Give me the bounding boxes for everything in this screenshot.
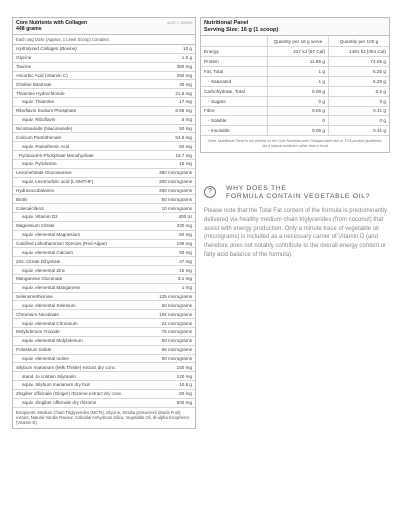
- ingredient-row: [13, 328, 195, 337]
- ingredient-name: Molybdenum Trioxide: [16, 329, 60, 335]
- ingredient-row: [13, 213, 195, 222]
- nutrient-name: - Soluble: [201, 116, 268, 126]
- ingredient-name: equiv. elemental Zinc: [22, 267, 66, 273]
- ingredient-amount: 5 mg: [181, 117, 192, 123]
- nutrient-per-100g: 74.06 g: [329, 57, 390, 67]
- serving-size: Serving Size: 16 g (1 scoop): [204, 26, 279, 33]
- nutrient-per-100g: 0 g: [329, 96, 390, 106]
- ingredient-name: stand. to contain Silymarin: [22, 373, 76, 379]
- ingredient-name: Calcified Lithothamnion Species (Red Algae): [16, 240, 107, 246]
- faq-question-line1: WHY DOES THE: [226, 185, 287, 192]
- ingredient-amount: 15.7 mg: [175, 152, 192, 158]
- ingredient-name: Hydroxocobalamin: [16, 187, 55, 193]
- ingredient-row: [13, 107, 195, 116]
- ingredient-amount: 30 mg: [179, 81, 192, 87]
- nutrition-row: [201, 76, 389, 86]
- ingredient-amount: 50 micrograms: [161, 338, 192, 344]
- nutrition-panel-title: Nutritional Panel: [204, 20, 249, 26]
- ingredient-row: [13, 240, 195, 249]
- ingredient-amount: 194 micrograms: [159, 311, 192, 317]
- ingredient-amount: 125 micrograms: [159, 294, 192, 300]
- ingredient-row: [13, 310, 195, 319]
- ingredient-row: [13, 98, 195, 107]
- ingredient-name: Magnesium Citrate: [16, 223, 55, 229]
- ingredient-amount: 54.6 mg: [175, 134, 192, 140]
- nutrition-panel-header: [201, 18, 389, 36]
- nutrient-per-100g: 1481 kJ (354 Cal): [329, 47, 390, 57]
- ingredient-amount: 360 micrograms: [159, 170, 192, 176]
- ingredient-amount: 17 mg: [179, 99, 192, 105]
- ingredient-name: Riboflavin Sodium Phosphate: [16, 108, 77, 114]
- question-circle-icon: ?: [204, 186, 216, 198]
- ingredient-name: equiv. elemental Chromium: [22, 320, 78, 326]
- ingredient-row: [13, 346, 195, 355]
- nutrition-row: [201, 66, 389, 76]
- ingredient-amount: 350 mg: [176, 64, 192, 70]
- nutrient-per-serve: 0.05 g: [268, 106, 329, 116]
- ingredient-amount: 8.1 mg: [177, 276, 192, 282]
- ingredient-row: [13, 116, 195, 125]
- ingredient-amount: 66 micrograms: [161, 347, 192, 353]
- nutrient-per-100g: 6.25 g: [329, 66, 390, 76]
- ingredient-amount: 1 mg: [181, 285, 192, 291]
- nutrition-table-header: [201, 36, 389, 47]
- ingredient-row: [13, 319, 195, 328]
- ingredient-row: [13, 151, 195, 160]
- ingredient-amount: 1.5 g: [181, 55, 192, 61]
- ingredient-name: equiv. elemental Iodine: [22, 355, 69, 361]
- nutrition-row: [201, 96, 389, 106]
- ingredient-amount: 10.5 g: [179, 382, 192, 388]
- ingredient-amount: 24 micrograms: [161, 320, 192, 326]
- nutrition-row: [201, 106, 389, 116]
- ingredient-name: equiv. Vitamin D3: [22, 214, 58, 220]
- ingredient-name: Thiamine Hydrochloride: [16, 90, 65, 96]
- ingredient-amount: 156 mg: [176, 240, 192, 246]
- ingredient-name: Potassium Iodide: [16, 347, 52, 353]
- ingredient-row: [13, 293, 195, 302]
- ingredient-row: [13, 381, 195, 390]
- supplement-facts-panel: [12, 17, 196, 429]
- ingredient-row: [13, 231, 195, 240]
- nutrition-row: [201, 86, 389, 96]
- nutrient-per-serve: 11.85 g: [268, 57, 329, 67]
- supplement-panel-header: [13, 18, 195, 35]
- nutrition-row: [201, 116, 389, 126]
- ingredient-amount: 10 g: [183, 46, 192, 52]
- ingredient-row: [13, 301, 195, 310]
- nutrient-per-serve: 0.08 g: [268, 86, 329, 96]
- ingredient-name: Levomefolate Glucosamine: [16, 170, 72, 176]
- ingredient-name: Glycine: [16, 55, 32, 61]
- ingredient-amount: 50 mg: [179, 391, 192, 397]
- ingredient-name: Hydrolysed Collagen (Bovine): [16, 46, 77, 52]
- product-name: Core Nutrients with Collagen: [16, 20, 88, 26]
- ingredient-name: Selenomethionine: [16, 294, 53, 300]
- ingredient-row: [13, 222, 195, 231]
- ingredient-name: Choline Bitartrate: [16, 81, 52, 87]
- nutrient-name: - Sugars: [201, 96, 268, 106]
- ingredient-amount: 500 mg: [176, 400, 192, 406]
- ingredient-row: [13, 45, 195, 54]
- ingredient-amount: 200 micrograms: [159, 179, 192, 185]
- ingredient-name: Colecalciferol: [16, 205, 44, 211]
- nutrition-panel: [200, 17, 390, 153]
- ingredient-row: [13, 204, 195, 213]
- nutrient-per-serve: 1 g: [268, 66, 329, 76]
- nutrition-row: [201, 126, 389, 136]
- ingredient-amount: 15 mg: [179, 267, 192, 273]
- ingredient-amount: 50 mg: [179, 126, 192, 132]
- ingredient-row: [13, 178, 195, 187]
- nutrient-per-100g: 6.25 g: [329, 76, 390, 86]
- ingredient-name: Pyridoxal-5-Phosphate Monohydrate: [19, 152, 94, 158]
- ingredient-row: [13, 142, 195, 151]
- nutrient-name: Protein: [201, 57, 268, 67]
- ingredient-amount: 75 micrograms: [161, 329, 192, 335]
- ingredient-amount: 400 IU: [178, 214, 192, 220]
- nutrient-per-serve: 0: [268, 116, 329, 126]
- ingredient-amount: 21.6 mg: [175, 90, 192, 96]
- nutrient-name: - Saturated: [201, 76, 268, 86]
- ingredient-row: [13, 63, 195, 72]
- ingredient-row: [13, 133, 195, 142]
- ingredient-row: [13, 80, 195, 89]
- nutrition-note: Note: Nutritional Panel is not printed on the Core Nutrients with Collagen label due to TGA product guidelines (as a natural medicine rather than a food): [208, 139, 382, 148]
- ingredient-name: equiv. Pyridoxine: [22, 161, 57, 167]
- ingredient-row: [13, 390, 195, 399]
- nutrient-per-serve: 0.05 g: [268, 126, 329, 136]
- ingredient-amount: 200 micrograms: [159, 187, 192, 193]
- ingredient-row: [13, 257, 195, 266]
- ingredient-row: [13, 125, 195, 134]
- ingredient-amount: 47 mg: [179, 258, 192, 264]
- ingredient-name: Taurine: [16, 64, 32, 70]
- ingredient-amount: 50 mg: [179, 143, 192, 149]
- ingredient-row: [13, 187, 195, 196]
- ingredient-amount: 6.58 mg: [175, 108, 192, 114]
- nutrient-name: Carbohydrate, Total: [201, 86, 268, 96]
- ingredient-name: Chromium Nicotinate: [16, 311, 59, 317]
- ingredient-amount: 10 mg: [179, 161, 192, 167]
- ingredient-row: [13, 372, 195, 381]
- ingredient-name: equiv. Riboflavin: [22, 117, 56, 123]
- nutrient-name: Fibre: [201, 106, 268, 116]
- excipients-text: Excipients: Medium Chain Triglycerides (MCTs), Glycine, Siraitia grosvenorii (Monk Fruit) extract, Natural Vanilla Flavour, Colloidal Anhydrous Silica, Vegetable Oil, dl-alpha-tocopherol (Vitamin E).: [16, 409, 189, 426]
- ingredient-name: Zingiber officinale (Ginger) rhizome extract dry conc.: [16, 391, 123, 397]
- ingredient-name: Ascorbic Acid (Vitamin C): [16, 72, 68, 78]
- ingredient-amount: 50 micrograms: [161, 302, 192, 308]
- ingredient-amount: 330 mg: [176, 223, 192, 229]
- nutrient-per-serve: 0 g: [268, 96, 329, 106]
- ingredient-amount: 50 micrograms: [161, 355, 192, 361]
- ingredient-amount: 10 micrograms: [161, 205, 192, 211]
- ingredient-name: equiv. Pantothenic Acid: [22, 143, 70, 149]
- col-per-100g-header: Quantity per 100 g: [329, 36, 390, 47]
- ingredient-row: [13, 284, 195, 293]
- ingredient-row: [13, 195, 195, 204]
- nutrient-per-100g: 0.31 g: [329, 126, 390, 136]
- nutrient-per-serve: 1 g: [268, 76, 329, 86]
- ingredient-name: equiv. Zingiber officinale dry rhizome: [22, 400, 97, 406]
- dose-description: Each 16g Dose (Approx. 1 Level Scoop) Contains:: [13, 35, 195, 45]
- ingredient-row: [13, 363, 195, 372]
- ingredient-name: equiv. elemental Magnesium: [22, 232, 81, 238]
- nutrient-per-serve: 237 kJ (57 Cal): [268, 47, 329, 57]
- ingredient-name: Zinc Citrate Dihydrate: [16, 258, 61, 264]
- faq-question: [226, 185, 386, 201]
- ingredient-amount: 50 micrograms: [161, 196, 192, 202]
- col-per-serve-header: Quantity per 16 g serve: [268, 36, 329, 47]
- nutrition-row: [201, 57, 389, 67]
- ingredient-name: equiv. elemental Calcium: [22, 249, 73, 255]
- faq-answer: Please note that the Total Fat content of the formula is predominantly delivered via healthy medium chain triglycerides (from coconut) that assist with energy production. Only a minute trace of vegetable oil (micrograms) is included as a necessary carrier of Vitamin D (and therefore does not notably contribute to the overall energy content or fatty acid balance of the formula).: [204, 208, 387, 258]
- ingredient-row: [13, 54, 195, 63]
- ingredient-name: equiv. elemental Molybdenum: [22, 338, 83, 344]
- product-weight: 448 grams: [16, 26, 42, 32]
- ingredient-name: equiv. elemental Selenium: [22, 302, 76, 308]
- ingredient-name: equiv. Levomefolic acid (L-5MTHF): [22, 179, 94, 185]
- ingredient-amount: 150 mg: [176, 364, 192, 370]
- ingredient-amount: 50 mg: [179, 232, 192, 238]
- ingredient-name: Biotin: [16, 196, 28, 202]
- aust-label: AUST L: 359936: [166, 21, 192, 25]
- ingredient-row: [13, 266, 195, 275]
- faq-question-line2: FORMULA CONTAIN VEGETABLE OIL?: [226, 193, 371, 200]
- ingredient-row: [13, 248, 195, 257]
- ingredient-row: [13, 337, 195, 346]
- ingredient-row: [13, 72, 195, 81]
- header-blank: [201, 36, 268, 47]
- ingredient-name: equiv. elemental Manganese: [22, 285, 81, 291]
- ingredient-row: [13, 160, 195, 169]
- nutrient-per-100g: 0.31 g: [329, 106, 390, 116]
- ingredient-name: equiv. Thiamine: [22, 99, 55, 105]
- nutrient-per-100g: 0.5 g: [329, 86, 390, 96]
- ingredient-row: [13, 89, 195, 98]
- ingredient-row: [13, 399, 195, 408]
- ingredient-amount: 50 mg: [179, 249, 192, 255]
- nutrition-table: [201, 36, 389, 136]
- nutrition-row: [201, 47, 389, 57]
- nutrient-name: - Insoluble: [201, 126, 268, 136]
- ingredient-name: Silybum marianum (Milk Thistle) extract dry conc.: [16, 364, 117, 370]
- ingredient-list: [13, 45, 195, 408]
- nutrient-name: Energy: [201, 47, 268, 57]
- ingredient-name: equiv. Silybum marianum dry fruit: [22, 382, 90, 388]
- nutrient-name: Fat, Total: [201, 66, 268, 76]
- ingredient-name: Manganese Gluconate: [16, 276, 63, 282]
- ingredient-row: [13, 275, 195, 284]
- ingredient-amount: 120 mg: [176, 373, 192, 379]
- ingredient-amount: 250 mg: [176, 72, 192, 78]
- ingredient-name: Calcium Pantothenate: [16, 134, 62, 140]
- ingredient-row: [13, 355, 195, 364]
- ingredient-row: [13, 169, 195, 178]
- ingredient-name: Nicotinamide (Niacinamide): [16, 126, 73, 132]
- nutrient-per-100g: 0 g: [329, 116, 390, 126]
